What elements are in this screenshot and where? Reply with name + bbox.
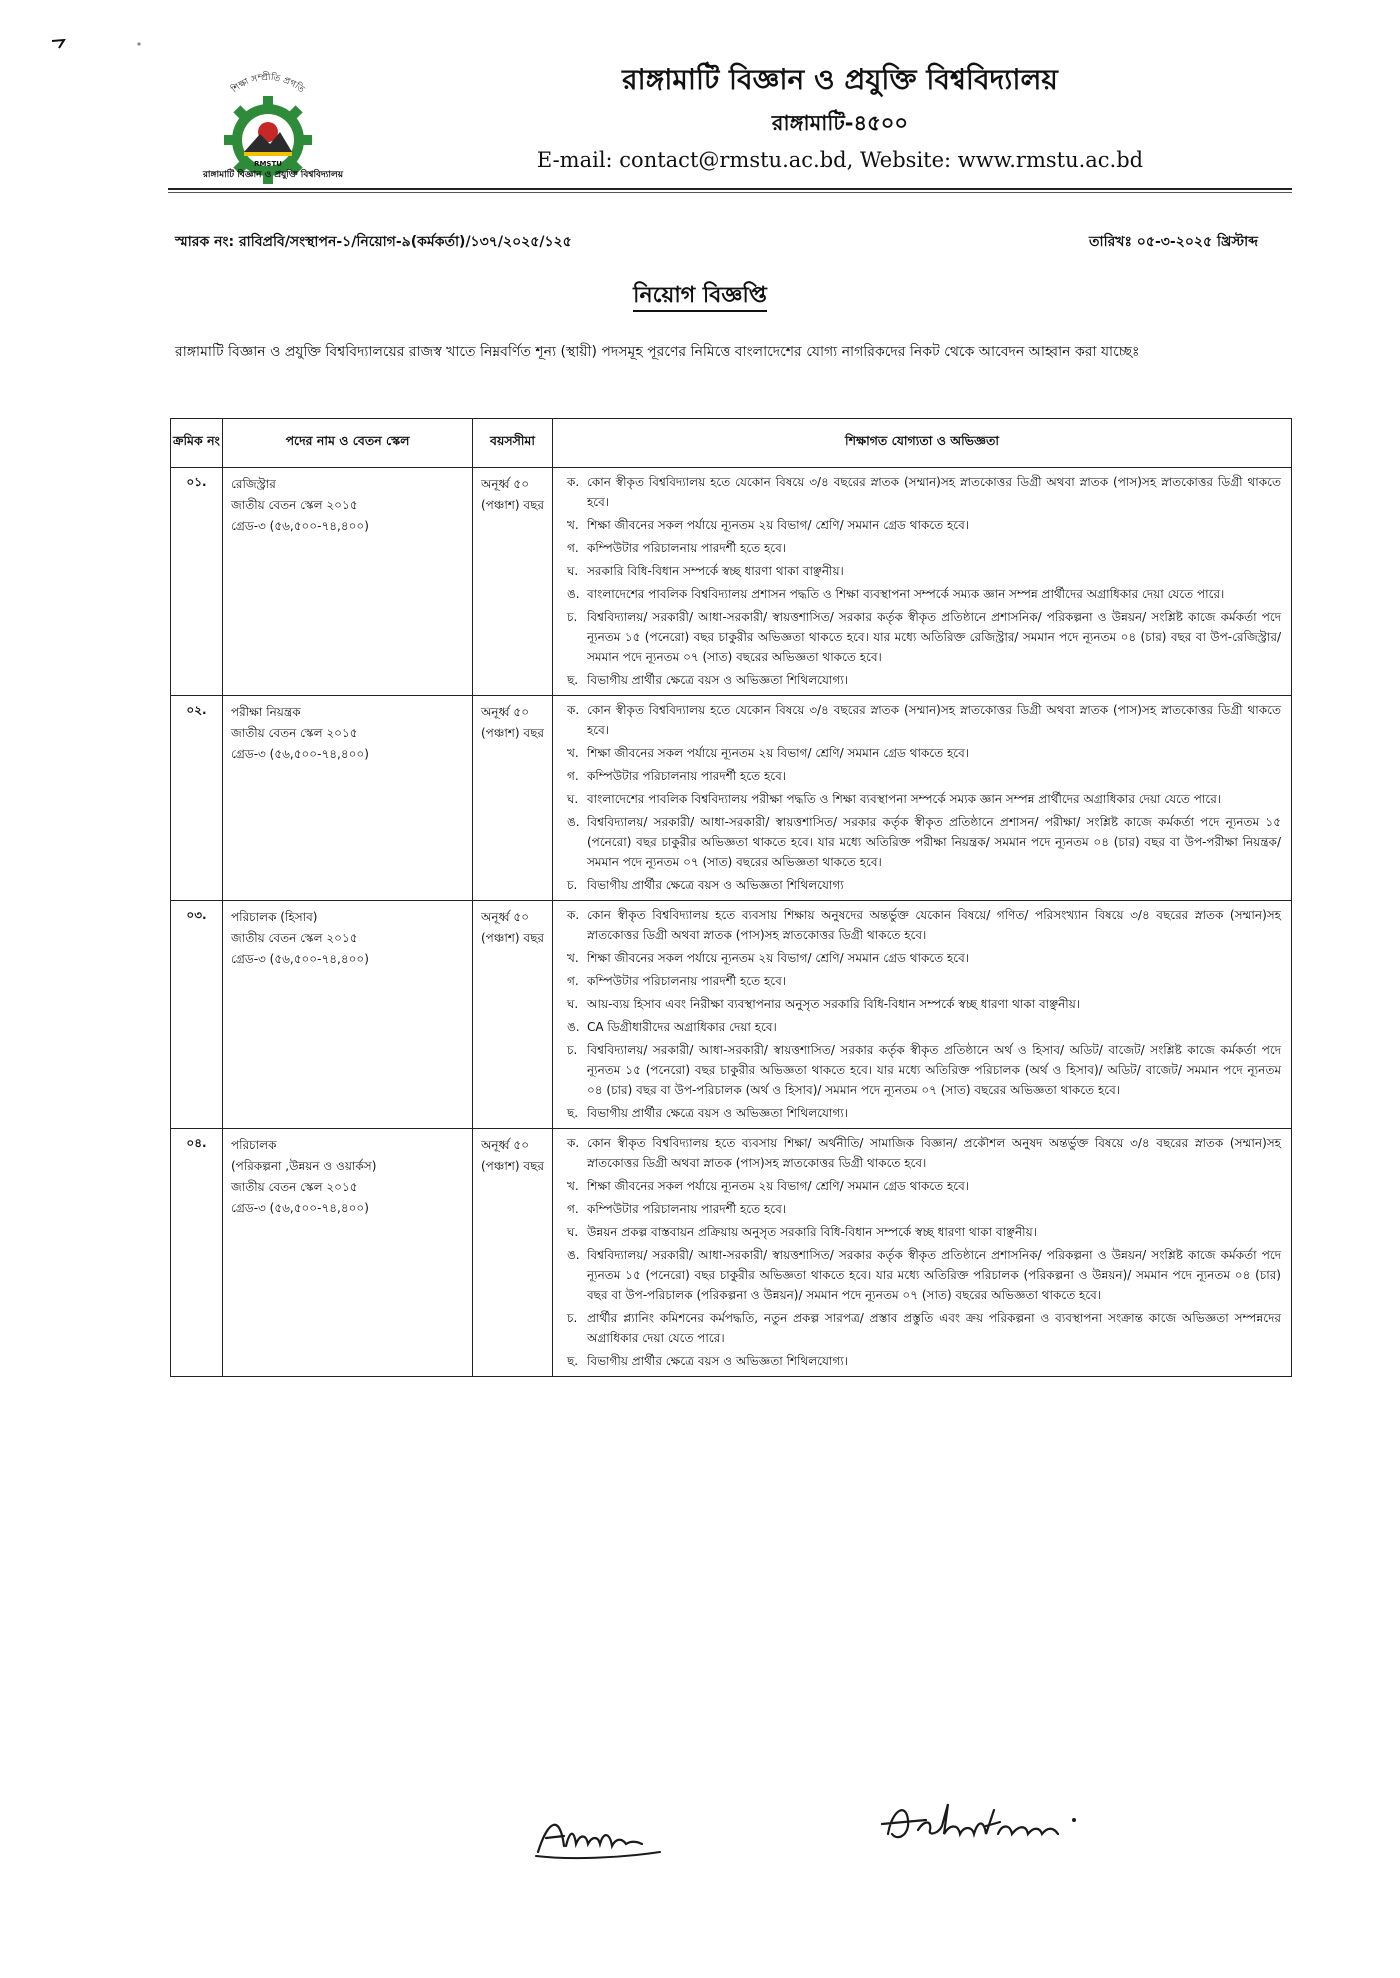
qualification-item — [567, 1103, 1281, 1123]
qualification-item — [567, 561, 1281, 581]
row-qualifications — [553, 901, 1292, 1129]
logo-inner-text: RMSTU — [254, 160, 282, 168]
qualification-marker: খ. — [567, 518, 579, 532]
qualification-item — [567, 812, 1281, 872]
row-serial: ০৪. — [171, 1129, 223, 1377]
qualification-text: শিক্ষা জীবনের সকল পর্যায়ে ন্যূনতম ২য় বিভাগ/ শ্রেণি/ সমমান গ্রেড থাকতে হবে। — [587, 951, 970, 965]
qualification-marker: ঙ. — [567, 815, 580, 829]
qualification-text: কোন স্বীকৃত বিশ্ববিদ্যালয় হতে ব্যবসায় শিক্ষা/ অর্থনীতি/ সামাজিক বিজ্ঞান/ প্রকৌশল অনুষদ অন্তর্ভুক্ত বিষয়ে ৩/৪ বছরের স্নাতক (সম্মান)সহ স্নাতকোত্তর ডিগ্রী অথবা স্নাতক (পাস)সহ স্নাতকোত্তর ডিগ্রী থাকতে হবে। — [587, 1136, 1281, 1170]
qualification-marker: খ. — [567, 951, 579, 965]
table-row — [171, 468, 1292, 696]
row-age-limit: অনূর্ধ্ব ৫০ (পঞ্চাশ) বছর — [473, 696, 553, 901]
post-name-line: রেজিস্ট্রার — [231, 477, 276, 491]
qualification-item — [567, 743, 1281, 763]
qualification-marker: ক. — [567, 1136, 580, 1150]
qualification-text: উন্নয়ন প্রকল্প বাস্তবায়ন প্রক্রিয়ায় অনুসৃত সরকারি বিধি-বিধান সম্পর্কে স্বচ্ছ ধারণা থাকা বাঞ্ছনীয়। — [587, 1225, 1037, 1239]
qualification-marker: ঘ. — [567, 792, 579, 806]
qualification-marker: ঙ. — [567, 1020, 580, 1034]
post-name-line: গ্রেড-৩ (৫৬,৫০০-৭৪,৪০০) — [231, 1201, 369, 1215]
scan-mark-icon — [50, 36, 70, 50]
qualification-marker: চ. — [567, 1311, 578, 1325]
signature-right-icon — [878, 1790, 1098, 1860]
qualification-item — [567, 789, 1281, 809]
row-qualifications — [553, 468, 1292, 696]
university-contact: E-mail: contact@rmstu.ac.bd, Website: www.rmstu.ac.bd — [536, 148, 1144, 172]
qualification-text: বিশ্ববিদ্যালয়/ সরকারী/ আধা-সরকারী/ স্বায়ত্তশাসিত/ সরকার কর্তৃক স্বীকৃত প্রতিষ্ঠানে প্রশাসনিক/ পরিকল্পনা ও উন্নয়ন/ সংশ্লিষ্ট কাজে কর্মকর্তা পদে ন্যূনতম ১৫ (পনেরো) বছর চাকুরীর অভিজ্ঞতা থাকতে হবে। যার মধ্যে অতিরিক্ত রেজিস্ট্রার/ সমমান পদে ন্যূনতম ০৪ (চার) বছর বা উপ-রেজিস্ট্রার/ সমমান পদে ন্যূনতম ০৭ (সাত) বছরের অভিজ্ঞতা থাকতে হবে। — [587, 610, 1281, 664]
header-divider-thin — [168, 192, 1292, 193]
post-name-line: পরিচালক (হিসাব) — [231, 910, 318, 924]
qualification-marker: ঘ. — [567, 564, 579, 578]
table-row — [171, 1129, 1292, 1377]
post-name-line: গ্রেড-৩ (৫৬,৫০০-৭৪,৪০০) — [231, 519, 369, 533]
qualification-text: প্রার্থীর প্ল্যানিং কমিশনের কর্মপদ্ধতি, নতুন প্রকল্প সারপত্র/ প্রস্তাব প্রস্তুতি এবং ক্রয় পরিকল্পনা ও ব্যবস্থাপনা সংক্রান্ত কাজে অভিজ্ঞতা সম্পন্নদের অগ্রাধিকার দেয়া যেতে পারে। — [587, 1311, 1281, 1345]
row-post-name — [223, 901, 473, 1129]
qualification-item — [567, 1199, 1281, 1219]
qualification-item — [567, 948, 1281, 968]
qualification-marker: খ. — [567, 1179, 579, 1193]
qualification-marker: চ. — [567, 1043, 578, 1057]
logo-caption: রাঙ্গামাটি বিজ্ঞান ও প্রযুক্তি বিশ্ববিদ্যালয় — [202, 170, 344, 180]
qualification-text: CA ডিগ্রীধারীদের অগ্রাধিকার দেয়া হবে। — [587, 1020, 777, 1034]
post-name-line: জাতীয় বেতন স্কেল ২০১৫ — [231, 498, 358, 512]
post-name-line: পরিচালক — [231, 1138, 277, 1152]
notice-title — [0, 278, 1400, 315]
qualification-item — [567, 971, 1281, 991]
qualification-text: বাংলাদেশের পাবলিক বিশ্ববিদ্যালয় প্রশাসন পদ্ধতি ও শিক্ষা ব্যবস্থাপনা সম্পর্কে সম্যক জ্ঞান সম্পন্ন প্রার্থীদের অগ্রাধিকার দেয়া যেতে পারে। — [587, 587, 1225, 601]
qualification-item — [567, 1308, 1281, 1348]
qualification-text: বাংলাদেশের পাবলিক বিশ্ববিদ্যালয় পরীক্ষা পদ্ধতি ও শিক্ষা ব্যবস্থাপনা সম্পর্কে সম্যক জ্ঞান সম্পন্ন প্রার্থীদের অগ্রাধিকার দেয়া যেতে পারে। — [587, 792, 1222, 806]
qualification-item — [567, 994, 1281, 1014]
qualification-text: বিশ্ববিদ্যালয়/ সরকারী/ আধা-সরকারী/ স্বায়ত্তশাসিত/ সরকার কর্তৃক স্বীকৃত প্রতিষ্ঠানে প্রশাসন/ পরীক্ষা/ সংশ্লিষ্ট কাজে কর্মকর্তা পদে ন্যূনতম ১৫ (পনেরো) বছর চাকুরীর অভিজ্ঞতা থাকতে হবে। যার মধ্যে অতিরিক্ত পরীক্ষা নিয়ন্ত্রক/ সমমান পদে ন্যূনতম ০৪ (চার) বছর বা উপ-পরীক্ষা নিয়ন্ত্রক/ সমমান পদে ন্যূনতম ০৭ (সাত) বছরের অভিজ্ঞতা থাকতে হবে। — [587, 815, 1281, 869]
qualification-item — [567, 1351, 1281, 1371]
memo-number: স্মারক নং: রাবিপ্রবি/সংস্থাপন-১/নিয়োগ-৯(কর্মকর্তা)/১৩৭/২০২৫/১২৫ — [175, 234, 572, 250]
notice-title-text: নিয়োগ বিজ্ঞপ্তি — [633, 283, 767, 312]
qualification-text: কম্পিউটার পরিচালনায় পারদর্শী হতে হবে। — [587, 769, 787, 783]
header-serial: ক্রমিক নং — [171, 419, 223, 468]
qualification-item — [567, 1245, 1281, 1305]
row-post-name — [223, 468, 473, 696]
qualification-text: শিক্ষা জীবনের সকল পর্যায়ে ন্যূনতম ২য় বিভাগ/ শ্রেণি/ সমমান গ্রেড থাকতে হবে। — [587, 518, 970, 532]
qualification-text: কোন স্বীকৃত বিশ্ববিদ্যালয় হতে যেকোন বিষয়ে ৩/৪ বছরের স্নাতক (সম্মান)সহ স্নাতকোত্তর ডিগ্রী অথবা স্নাতক (পাস)সহ স্নাতকোত্তর ডিগ্রী থাকতে হবে। — [587, 703, 1281, 737]
qualification-marker: ছ. — [567, 1106, 579, 1120]
row-serial: ০১. — [171, 468, 223, 696]
scan-dot-icon — [135, 40, 143, 48]
qualification-marker: ঘ. — [567, 997, 579, 1011]
qualification-item — [567, 1133, 1281, 1173]
qualification-item — [567, 538, 1281, 558]
qualification-marker: গ. — [567, 541, 579, 555]
notice-date: তারিখঃ ০৫-৩-২০২৫ খ্রিস্টাব্দ — [1089, 234, 1258, 250]
qualification-marker: ক. — [567, 908, 580, 922]
row-age-limit: অনূর্ধ্ব ৫০ (পঞ্চাশ) বছর — [473, 468, 553, 696]
qualification-item — [567, 875, 1281, 895]
qualification-item — [567, 670, 1281, 690]
qualification-text: বিভাগীয় প্রার্থীর ক্ষেত্রে বয়স ও অভিজ্ঞতা শিথিলযোগ্য — [587, 878, 844, 892]
qualification-marker: ক. — [567, 475, 580, 489]
row-qualifications — [553, 1129, 1292, 1377]
qualification-item — [567, 515, 1281, 535]
qualification-item — [567, 607, 1281, 667]
qualification-text: সরকারি বিধি-বিধান সম্পর্কে স্বচ্ছ ধারণা থাকা বাঞ্ছনীয়। — [587, 564, 844, 578]
post-name-line: জাতীয় বেতন স্কেল ২০১৫ — [231, 726, 358, 740]
qualification-item — [567, 1176, 1281, 1196]
logo-ring-text: শিক্ষা সম্প্রীতি প্রগতি — [230, 72, 306, 96]
row-age-limit: অনূর্ধ্ব ৫০ (পঞ্চাশ) বছর — [473, 1129, 553, 1377]
qualification-text: বিভাগীয় প্রার্থীর ক্ষেত্রে বয়স ও অভিজ্ঞতা শিথিলযোগ্য। — [587, 1354, 849, 1368]
qualification-marker: ঘ. — [567, 1225, 579, 1239]
qualification-marker: ঙ. — [567, 587, 580, 601]
post-name-line: জাতীয় বেতন স্কেল ২০১৫ — [231, 1180, 358, 1194]
post-name-line: পরীক্ষা নিয়ন্ত্রক — [231, 705, 301, 719]
qualification-item — [567, 700, 1281, 740]
header-age: বয়সসীমা — [473, 419, 553, 468]
row-post-name — [223, 1129, 473, 1377]
qualification-text: কম্পিউটার পরিচালনায় পারদর্শী হতে হবে। — [587, 541, 787, 555]
qualification-marker: চ. — [567, 610, 578, 624]
row-serial: ০২. — [171, 696, 223, 901]
qualification-text: শিক্ষা জীবনের সকল পর্যায়ে ন্যূনতম ২য় বিভাগ/ শ্রেণি/ সমমান গ্রেড থাকতে হবে। — [587, 1179, 970, 1193]
qualification-marker: ঙ. — [567, 1248, 580, 1262]
qualification-marker: খ. — [567, 746, 579, 760]
qualification-marker: গ. — [567, 1202, 579, 1216]
post-name-line: গ্রেড-৩ (৫৬,৫০০-৭৪,৪০০) — [231, 747, 369, 761]
intro-paragraph: রাঙ্গামাটি বিজ্ঞান ও প্রযুক্তি বিশ্ববিদ্যালয়ের রাজস্ব খাতে নিম্নবর্ণিত শূন্য (স্থায়ী) পদসমূহ পূরণের নিমিত্তে বাংলাদেশের যোগ্য নাগরিকদের নিকট থেকে আবেদন আহ্বান করা যাচ্ছেঃ — [175, 344, 1140, 360]
qualification-text: শিক্ষা জীবনের সকল পর্যায়ে ন্যূনতম ২য় বিভাগ/ শ্রেণি/ সমমান গ্রেড থাকতে হবে। — [587, 746, 970, 760]
qualification-text: বিশ্ববিদ্যালয়/ সরকারী/ আধা-সরকারী/ স্বায়ত্তশাসিত/ সরকার কর্তৃক স্বীকৃত প্রতিষ্ঠানে প্রশাসনিক/ পরিকল্পনা ও উন্নয়ন/ সংশ্লিষ্ট কাজে কর্মকর্তা পদে ন্যূনতম ১৫ (পনেরো) বছর চাকুরীর অভিজ্ঞতা থাকতে হবে। যার মধ্যে অতিরিক্ত পরিচালক (পরিকল্পনা ও উন্নয়ন)/ সমমান পদে ন্যূনতম ০৪ (চার) বছর বা উপ-পরিচালক (পরিকল্পনা ও উন্নয়ন)/ সমমান পদে ন্যূনতম ০৭ (সাত) বছরের অভিজ্ঞতা থাকতে হবে। — [587, 1248, 1281, 1302]
table-header-row — [171, 419, 1292, 468]
row-qualifications — [553, 696, 1292, 901]
row-serial: ০৩. — [171, 901, 223, 1129]
qualification-item — [567, 766, 1281, 786]
post-name-line: গ্রেড-৩ (৫৬,৫০০-৭৪,৪০০) — [231, 952, 369, 966]
qualification-text: কোন স্বীকৃত বিশ্ববিদ্যালয় হতে ব্যবসায় শিক্ষায় অনুষদের অন্তর্ভুক্ত যেকোন বিষয়ে/ গণিত/ পরিসংখ্যান বিষয়ে ৩/৪ বছরের স্নাতক (সম্মান)সহ স্নাতকোত্তর ডিগ্রী অথবা স্নাতক (পাস)সহ স্নাতকোত্তর ডিগ্রী থাকতে হবে। — [587, 908, 1281, 942]
qualification-text: বিভাগীয় প্রার্থীর ক্ষেত্রে বয়স ও অভিজ্ঞতা শিথিলযোগ্য। — [587, 673, 849, 687]
qualification-text: কোন স্বীকৃত বিশ্ববিদ্যালয় হতে যেকোন বিষয়ে ৩/৪ বছরের স্নাতক (সম্মান)সহ স্নাতকোত্তর ডিগ্রী অথবা স্নাতক (পাস)সহ স্নাতকোত্তর ডিগ্রী থাকতে হবে। — [587, 475, 1281, 509]
university-name: রাঙ্গামাটি বিজ্ঞান ও প্রযুক্তি বিশ্ববিদ্যালয় — [622, 63, 1058, 96]
row-age-limit: অনূর্ধ্ব ৫০ (পঞ্চাশ) বছর — [473, 901, 553, 1129]
header-qualification: শিক্ষাগত যোগ্যতা ও অভিজ্ঞতা — [553, 419, 1292, 468]
qualification-item — [567, 1222, 1281, 1242]
qualification-text: বিশ্ববিদ্যালয়/ সরকারী/ আধা-সরকারী/ স্বায়ত্তশাসিত/ সরকার কর্তৃক স্বীকৃত প্রতিষ্ঠানে অর্থ ও হিসাব/ অডিট/ বাজেট/ সংশ্লিষ্ট কাজে কর্মকর্তা পদে ন্যূনতম ১৫ (পনেরো) বছর চাকুরীর অভিজ্ঞতা থাকতে হবে। যার মধ্যে অতিরিক্ত পরিচালক (অর্থ ও হিসাব)/ অডিট/ বাজেট/ সমমান পদে ন্যূনতম ০৪ (চার) বছর বা উপ-পরিচালক (অর্থ ও হিসাব)/ সমমান পদে ন্যূনতম ০৭ (সাত) বছরের অভিজ্ঞতা থাকতে হবে। — [587, 1043, 1281, 1097]
post-name-line: জাতীয় বেতন স্কেল ২০১৫ — [231, 931, 358, 945]
qualification-marker: চ. — [567, 878, 578, 892]
qualification-marker: ছ. — [567, 1354, 579, 1368]
qualification-marker: ক. — [567, 703, 580, 717]
header-divider — [168, 188, 1292, 190]
header-post: পদের নাম ও বেতন স্কেল — [223, 419, 473, 468]
qualification-text: কম্পিউটার পরিচালনায় পারদর্শী হতে হবে। — [587, 974, 787, 988]
row-post-name — [223, 696, 473, 901]
qualification-text: বিভাগীয় প্রার্থীর ক্ষেত্রে বয়স ও অভিজ্ঞতা শিথিলযোগ্য। — [587, 1106, 849, 1120]
qualification-item — [567, 905, 1281, 945]
post-name-line: (পরিকল্পনা ,উন্নয়ন ও ওয়ার্কস) — [231, 1159, 377, 1173]
qualification-item — [567, 472, 1281, 512]
qualification-item — [567, 1017, 1281, 1037]
qualification-item — [567, 1040, 1281, 1100]
qualification-marker: গ. — [567, 769, 579, 783]
qualification-marker: গ. — [567, 974, 579, 988]
qualification-text: আয়-ব্যয় হিসাব এবং নিরীক্ষা ব্যবস্থাপনার অনুসৃত সরকারি বিধি-বিধান সম্পর্কে স্বচ্ছ ধারণা থাকা বাঞ্ছনীয়। — [587, 997, 1081, 1011]
qualification-text: কম্পিউটার পরিচালনায় পারদর্শী হতে হবে। — [587, 1202, 787, 1216]
posts-table — [170, 418, 1292, 1377]
university-address: রাঙ্গামাটি-৪৫০০ — [771, 111, 909, 135]
svg-text:শিক্ষা সম্প্রীতি প্রগতি — [229, 71, 307, 96]
qualification-item — [567, 584, 1281, 604]
table-row — [171, 901, 1292, 1129]
qualification-marker: ছ. — [567, 673, 579, 687]
signature-left-icon — [530, 1800, 670, 1870]
table-row — [171, 696, 1292, 901]
